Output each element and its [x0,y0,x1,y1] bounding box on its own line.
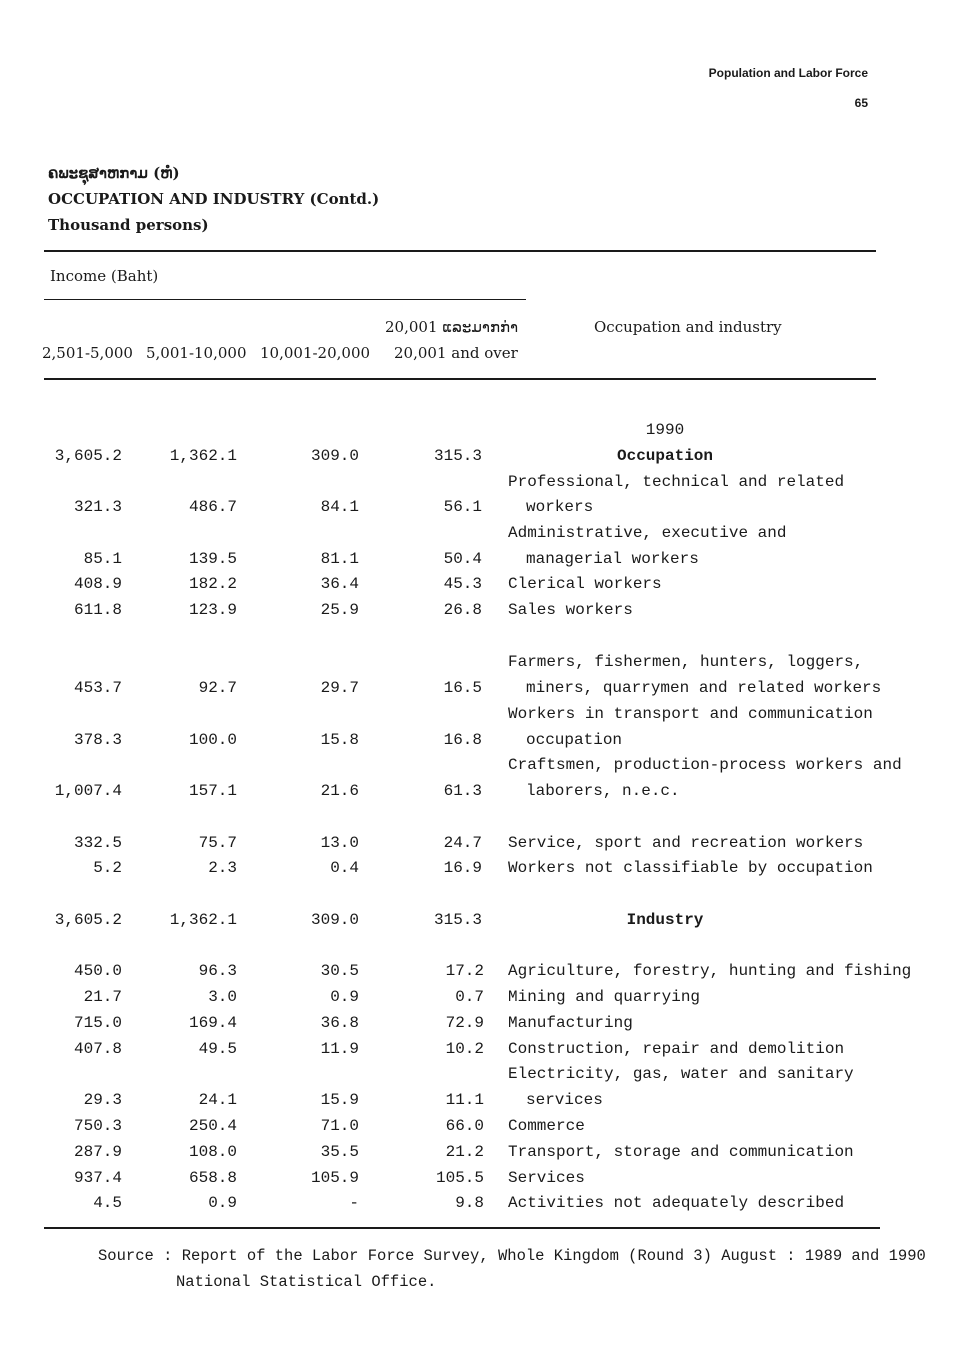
cell: 937.4 [73,1169,122,1187]
col-header-3: 10,001-20,000 [260,344,371,362]
cell: 378.3 [73,731,122,749]
cell: 10.2 [445,1040,484,1058]
col-header-1: 2,501-5,000 [42,344,133,362]
row-label-cont: occupation [526,731,623,749]
cell: 13.0 [320,834,359,852]
cell: 29.3 [83,1091,122,1109]
cell: 36.8 [320,1014,359,1032]
cell: 45.3 [443,575,482,593]
cell: 72.9 [445,1014,484,1032]
table-title: OCCUPATION AND INDUSTRY (Contd.) [48,190,380,208]
cell: 0.9 [208,1194,237,1212]
cell: 1,007.4 [54,782,122,800]
col4-thai-header: 20,001 ແລະມາກກ່າ [385,318,519,336]
cell: 157.1 [188,782,237,800]
row-label: Construction, repair and demolition [508,1040,845,1058]
row-label: Sales workers [508,601,633,619]
cell: 16.8 [443,731,482,749]
top-rule [44,250,876,252]
row-label: Transport, storage and communication [508,1143,854,1161]
cell: 24.1 [198,1091,237,1109]
year-label: 1990 [645,421,685,439]
cell: 309.0 [310,911,359,929]
cell: 169.4 [188,1014,237,1032]
cell: 408.9 [73,575,122,593]
row-label-cont: workers [526,498,594,516]
col-header-2: 5,001-10,000 [146,344,247,362]
row-label-cont: laborers, n.e.c. [526,782,680,800]
cell: 96.3 [198,962,237,980]
cell: 5.2 [93,859,122,877]
row-label-cont: managerial workers [526,550,699,568]
row-label: Services [508,1169,585,1187]
cell: 105.9 [310,1169,359,1187]
row-label: Professional, technical and related [508,473,845,491]
table-unit: Thousand persons) [48,216,209,234]
occupation-section-title: Occupation [616,447,713,465]
cell: 0.7 [455,988,484,1006]
cell: 92.7 [198,679,237,697]
cell: 30.5 [320,962,359,980]
cell: 321.3 [73,498,122,516]
cell: 16.5 [443,679,482,697]
cell: 35.5 [320,1143,359,1161]
cell: 750.3 [73,1117,122,1135]
income-rule [44,299,526,300]
cell: 182.2 [188,575,237,593]
cell: 85.1 [83,550,122,568]
cell: 100.0 [188,731,237,749]
cell: 658.8 [188,1169,237,1187]
cell: 1,362.1 [169,911,237,929]
cell: 250.4 [188,1117,237,1135]
cell: 450.0 [73,962,122,980]
cell: 123.9 [188,601,237,619]
cell: 50.4 [443,550,482,568]
cell: 139.5 [188,550,237,568]
cell: 3.0 [208,988,237,1006]
cell: 15.9 [320,1091,359,1109]
row-label: Clerical workers [508,575,662,593]
cell: 25.9 [320,601,359,619]
cell: 4.5 [93,1194,122,1212]
page-number: 65 [854,96,868,110]
row-label: Activities not adequately described [508,1194,845,1212]
cell: 108.0 [188,1143,237,1161]
occupation-industry-header: Occupation and industry [594,318,782,336]
cell: - [349,1194,359,1212]
cell: 21.2 [445,1143,484,1161]
cell: 49.5 [198,1040,237,1058]
row-label: Electricity, gas, water and sanitary [508,1065,854,1083]
cell: 24.7 [443,834,482,852]
col-header-4: 20,001 and over [394,344,518,362]
cell: 75.7 [198,834,237,852]
row-label: Craftsmen, production-process workers and [508,756,902,774]
cell: 71.0 [320,1117,359,1135]
cell: 15.8 [320,731,359,749]
cell: 29.7 [320,679,359,697]
income-header: Income (Baht) [50,267,159,285]
cell: 407.8 [73,1040,122,1058]
cell: 21.6 [320,782,359,800]
cell: 2.3 [208,859,237,877]
cell: 1,362.1 [169,447,237,465]
cell: 81.1 [320,550,359,568]
source-agency: National Statistical Office. [176,1273,437,1291]
industry-section-title: Industry [626,911,704,929]
cell: 332.5 [73,834,122,852]
cell: 26.8 [443,601,482,619]
cell: 287.9 [73,1143,122,1161]
cell: 0.9 [330,988,359,1006]
row-label: Administrative, executive and [508,524,787,542]
cell: 56.1 [443,498,482,516]
cell: 315.3 [433,911,482,929]
cell: 61.3 [443,782,482,800]
cell: 36.4 [320,575,359,593]
cell: 66.0 [445,1117,484,1135]
cell: 0.4 [330,859,359,877]
running-head: Population and Labor Force [708,66,868,80]
cell: 453.7 [73,679,122,697]
source-note: Source : Report of the Labor Force Survey, Whole Kingdom (Round 3) August : 1989 and 1990 [98,1247,926,1265]
header-rule [44,378,876,380]
row-label-cont: miners, quarrymen and related workers [526,679,882,697]
row-label: Workers in transport and communication [508,705,873,723]
cell: 611.8 [73,601,122,619]
row-label: Workers not classifiable by occupation [508,859,873,877]
cell: 16.9 [443,859,482,877]
bottom-rule [44,1227,880,1229]
cell: 84.1 [320,498,359,516]
cell: 486.7 [188,498,237,516]
table-title-thai: ຄພະຊຸສາຫກາມ (ຫໍ) [48,164,180,182]
cell: 17.2 [445,962,484,980]
row-label: Service, sport and recreation workers [508,834,864,852]
row-label: Mining and quarrying [508,988,701,1006]
row-label: Farmers, fishermen, hunters, loggers, [508,653,864,671]
cell: 21.7 [83,988,122,1006]
cell: 11.9 [320,1040,359,1058]
row-label: Agriculture, forestry, hunting and fishing [508,962,912,980]
cell: 309.0 [310,447,359,465]
row-label-cont: services [526,1091,603,1109]
cell: 9.8 [455,1194,484,1212]
cell: 315.3 [433,447,482,465]
row-label: Commerce [508,1117,585,1135]
cell: 3,605.2 [54,447,122,465]
cell: 11.1 [445,1091,484,1109]
cell: 715.0 [73,1014,122,1032]
cell: 3,605.2 [54,911,122,929]
row-label: Manufacturing [508,1014,633,1032]
cell: 105.5 [435,1169,484,1187]
